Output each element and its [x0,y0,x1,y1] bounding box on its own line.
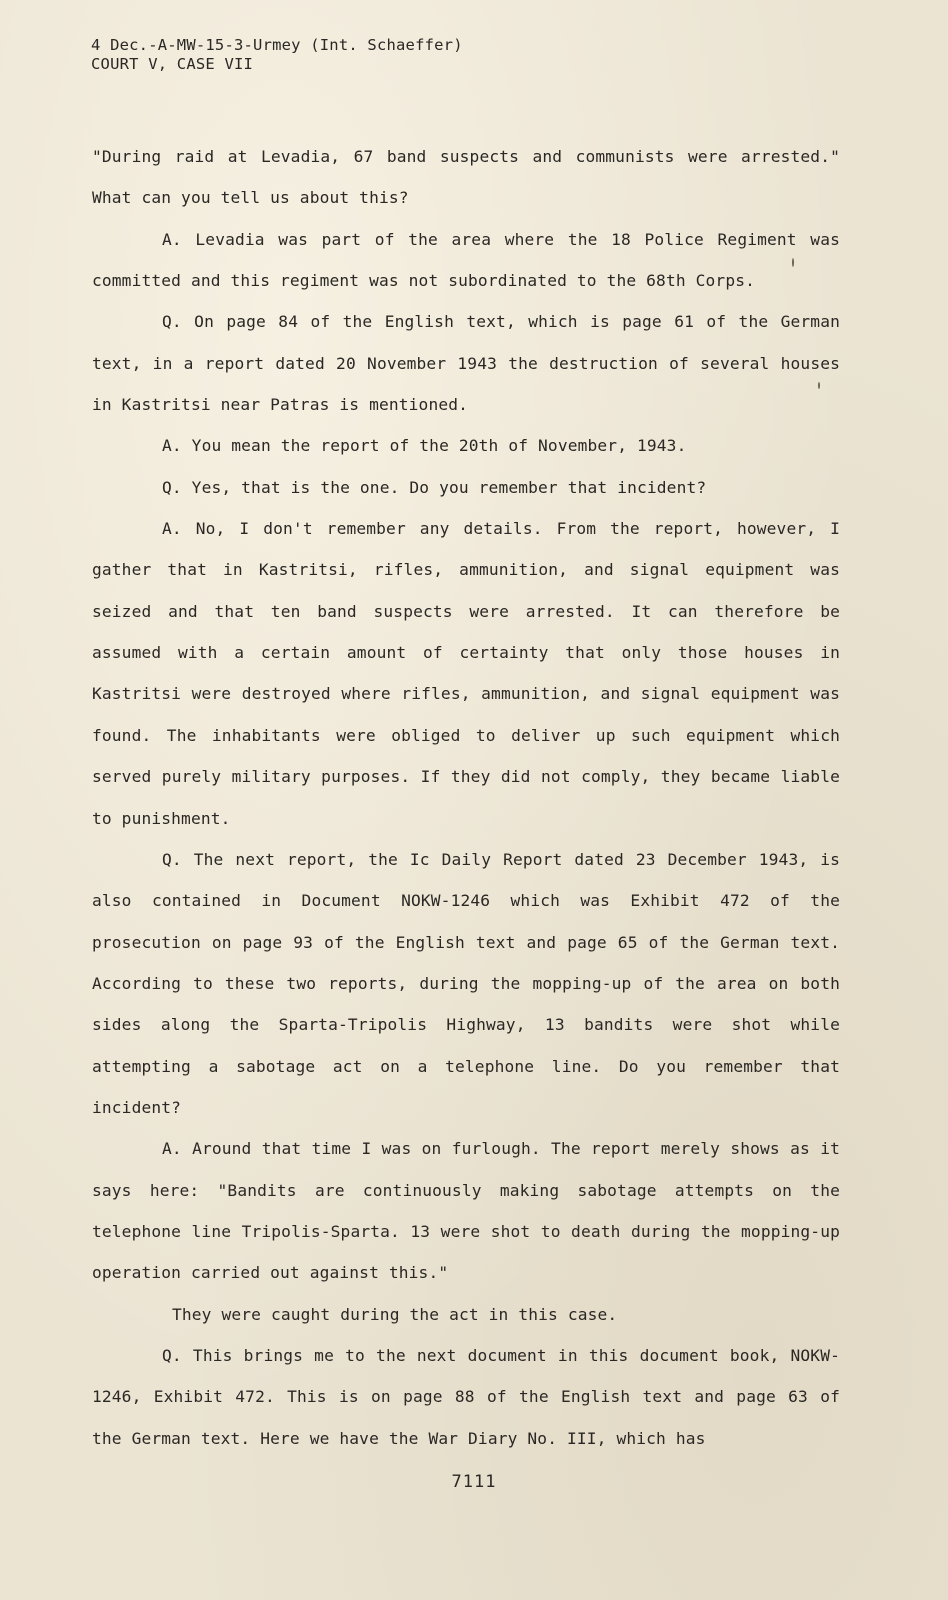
answer-paragraph: A. You mean the report of the 20th of November, 1943. [162,436,687,456]
answer-paragraph: A. Levadia was part of the area where the 18 Police Regiment was committed and this regiment was not subordinated to the 68th Corps. [92,229,840,291]
quoted-paragraph: "During raid at Levadia, 67 band suspects and communists were arrested." What can you tell us about this? [92,147,840,208]
transcript-header [91,36,463,74]
answer-paragraph: A. Around that time I was on furlough. The report merely shows as it says here: "Bandits are continuously making sabotage attempts on the telephone line Tripolis-Sparta. 13 were shot to death during the mopping-up operation carried out against this." [92,1139,840,1283]
continuation-paragraph: They were caught during the act in this case. [172,1304,618,1324]
question-paragraph: Q. On page 84 of the English text, which is page 61 of the German text, in a report dated 20 November 1943 the destruction of several houses in Kastritsi near Patras is mentioned. [92,312,840,415]
paper-speck [818,382,820,389]
transcript-body [92,136,840,1459]
question-paragraph: Q. This brings me to the next document in this document book, NOKW-1246, Exhibit 472. This is on page 88 of the English text and page 63 of the German text. Here we have the War Diary No. III, which has [92,1345,840,1448]
answer-paragraph: A. No, I don't remember any details. From the report, however, I gather that in Kastritsi, rifles, ammunition, and signal equipment was seized and that ten band suspects were arrested. It can therefore be assumed with a certain amount of certainty that only those houses in Kastritsi were destroyed where rifles, ammunition, and signal equipment was found. The inhabitants were obliged to deliver up such equipment which served purely military purposes. If they did not comply, they became liable to punishment. [92,519,840,828]
paper-speck [792,258,794,267]
question-paragraph: Q. Yes, that is the one. Do you remember that incident? [162,477,707,497]
header-session-line: 4 Dec.-A-MW-15-3-Urmey (Int. Schaeffer) [91,36,463,54]
header-court-line: COURT V, CASE VII [91,55,254,73]
page-number: 7111 [451,1472,497,1492]
question-paragraph: Q. The next report, the Ic Daily Report dated 23 December 1943, is also contained in Document NOKW-1246 which was Exhibit 472 of the prosecution on page 93 of the English text and page 65 of the German text. According to these two reports, during the mopping-up of the area on both sides along the Sparta-Tripolis Highway, 13 bandits were shot while attempting a sabotage act on a telephone line. Do you remember that incident? [92,849,840,1117]
